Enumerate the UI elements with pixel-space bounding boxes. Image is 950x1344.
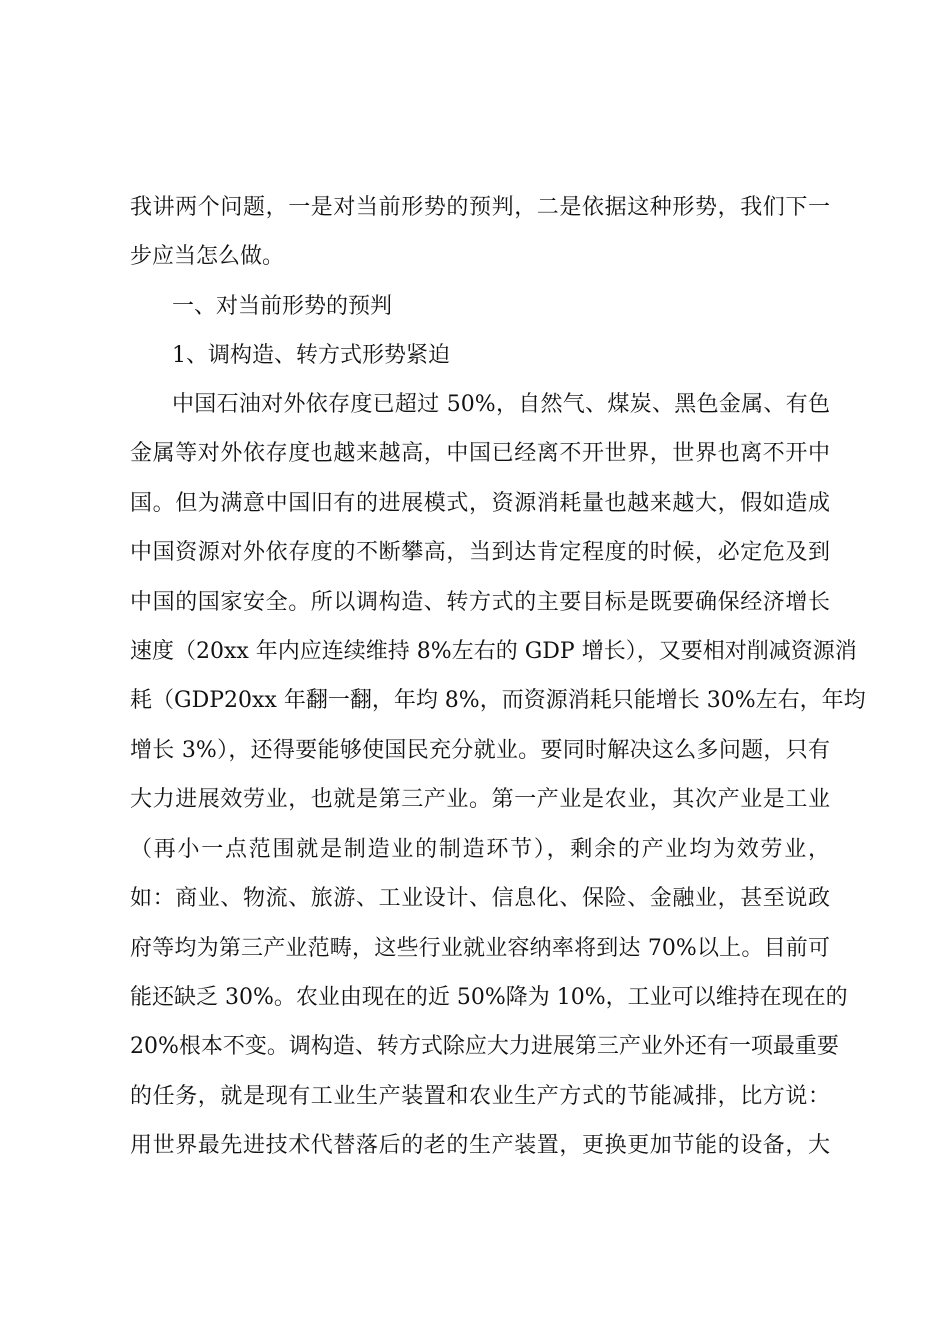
paragraph-line: （再小一点范围就是制造业的制造环节），剩余的产业均为效劳业， <box>130 837 830 862</box>
paragraph-line: 速度（20xx 年内应连续维持 8%左右的 GDP 增长），又要相对削减资源消 <box>130 639 857 664</box>
paragraph-line: 能还缺乏 30%。农业由现在的近 50%降为 10%，工业可以维持在现在的 <box>130 985 848 1010</box>
paragraph-line: 大力进展效劳业，也就是第三产业。第一产业是农业，其次产业是工业 <box>130 787 830 812</box>
paragraph-line: 府等均为第三产业范畴，这些行业就业容纳率将到达 70%以上。目前可 <box>130 936 830 961</box>
subsection-heading: 1、调构造、转方式形势紧迫 <box>172 343 450 368</box>
paragraph-line: 的任务，就是现有工业生产装置和农业生产方式的节能减排，比方说： <box>130 1084 830 1109</box>
section-heading: 一、对当前形势的预判 <box>172 294 393 319</box>
paragraph-line: 用世界最先进技术代替落后的老的生产装置，更换更加节能的设备，大 <box>130 1133 830 1158</box>
paragraph-line: 国。但为满意中国旧有的进展模式，资源消耗量也越来越大，假如造成 <box>130 491 830 516</box>
paragraph-line: 步应当怎么做。 <box>130 244 285 269</box>
paragraph-line: 如：商业、物流、旅游、工业设计、信息化、保险、金融业，甚至说政 <box>130 886 830 911</box>
paragraph-line: 中国资源对外依存度的不断攀高，当到达肯定程度的时候，必定危及到 <box>130 540 830 565</box>
paragraph-line: 增长 3%），还得要能够使国民充分就业。要同时解决这么多问题，只有 <box>130 738 830 763</box>
paragraph-line: 20%根本不变。调构造、转方式除应大力进展第三产业外还有一项最重要 <box>130 1034 839 1059</box>
paragraph-line: 耗（GDP20xx 年翻一翻，年均 8%，而资源消耗只能增长 30%左右，年均 <box>130 688 866 713</box>
paragraph-line: 中国的国家安全。所以调构造、转方式的主要目标是既要确保经济增长 <box>130 590 830 615</box>
paragraph-line: 我讲两个问题，一是对当前形势的预判，二是依据这种形势，我们下一 <box>130 195 830 220</box>
paragraph-line: 中国石油对外依存度已超过 50%，自然气、煤炭、黑色金属、有色 <box>172 392 830 417</box>
paragraph-line: 金属等对外依存度也越来越高，中国已经离不开世界，世界也离不开中 <box>130 441 830 466</box>
